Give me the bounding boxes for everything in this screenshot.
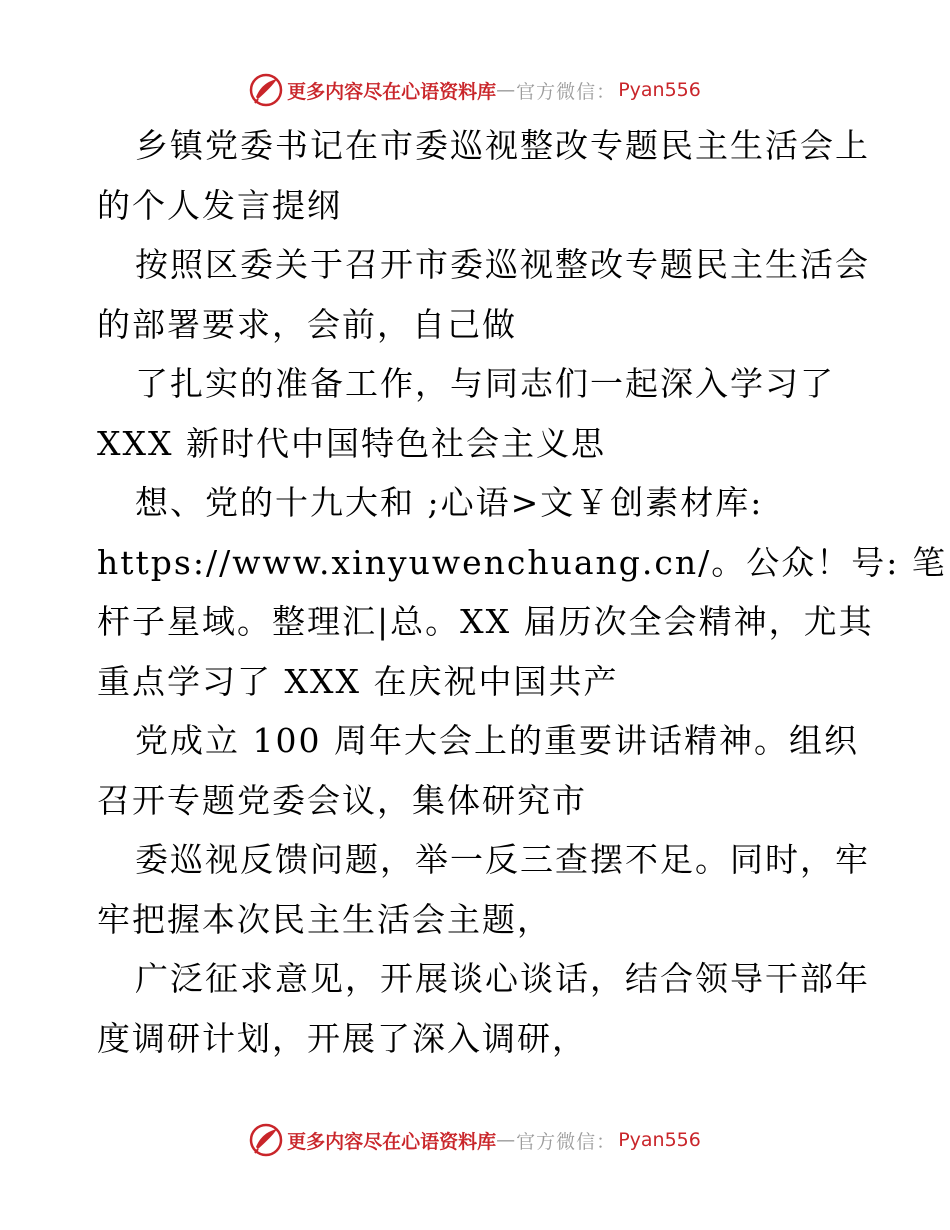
quill-ribbon-icon (249, 73, 283, 107)
paragraph-line: 杆子星域。整理汇|总。XX 届历次全会精神，尤其 (97, 602, 874, 641)
document-body (97, 116, 947, 1068)
paragraph-line: https://www.xinyuwenchuang.cn/。公众！号: 笔 (97, 542, 947, 582)
paragraph-line: 召开专题党委会议，集体研究市 (97, 780, 587, 820)
watermark-wechat-id: Pyan556 (618, 1129, 701, 1151)
paragraph-line: 想、党的十九大和 ;心语>文￥创素材库: (135, 483, 764, 522)
title-line-2: 的个人发言提纲 (97, 185, 342, 225)
paragraph-line: 重点学习了 XXX 在庆祝中国共产 (97, 661, 619, 701)
footer-watermark (0, 1120, 950, 1160)
watermark-site-text: 更多内容尽在心语资料库 (287, 80, 497, 103)
watermark-separator: — (496, 79, 517, 101)
paragraph-line: 了扎实的准备工作，与同志们一起深入学习了 (135, 364, 835, 403)
title-line-1: 乡镇党委书记在市委巡视整改专题民主生活会上 (135, 126, 870, 165)
paragraph-line: 委巡视反馈问题，举一反三查摆不足。同时，牢 (135, 840, 870, 879)
watermark-official-label: 官方微信： (516, 80, 617, 103)
header-watermark (0, 70, 950, 110)
paragraph-line: 党成立 100 周年大会上的重要讲话精神。组织 (135, 721, 859, 760)
paragraph-line: 的部署要求，会前，自己做 (97, 304, 517, 344)
watermark-wechat-id: Pyan556 (618, 79, 701, 101)
watermark-separator: — (496, 1129, 517, 1151)
watermark-site-text: 更多内容尽在心语资料库 (287, 1130, 497, 1153)
paragraph-line: 度调研计划，开展了深入调研， (97, 1018, 587, 1058)
quill-ribbon-icon (249, 1123, 283, 1157)
paragraph-line: 按照区委关于召开市委巡视整改专题民主生活会 (135, 245, 870, 284)
paragraph-line: XXX 新时代中国特色社会主义思 (97, 423, 606, 463)
paragraph-line: 广泛征求意见，开展谈心谈话，结合领导干部年 (135, 959, 870, 998)
paragraph-line: 牢把握本次民主生活会主题， (97, 899, 552, 939)
watermark-official-label: 官方微信： (516, 1130, 617, 1153)
